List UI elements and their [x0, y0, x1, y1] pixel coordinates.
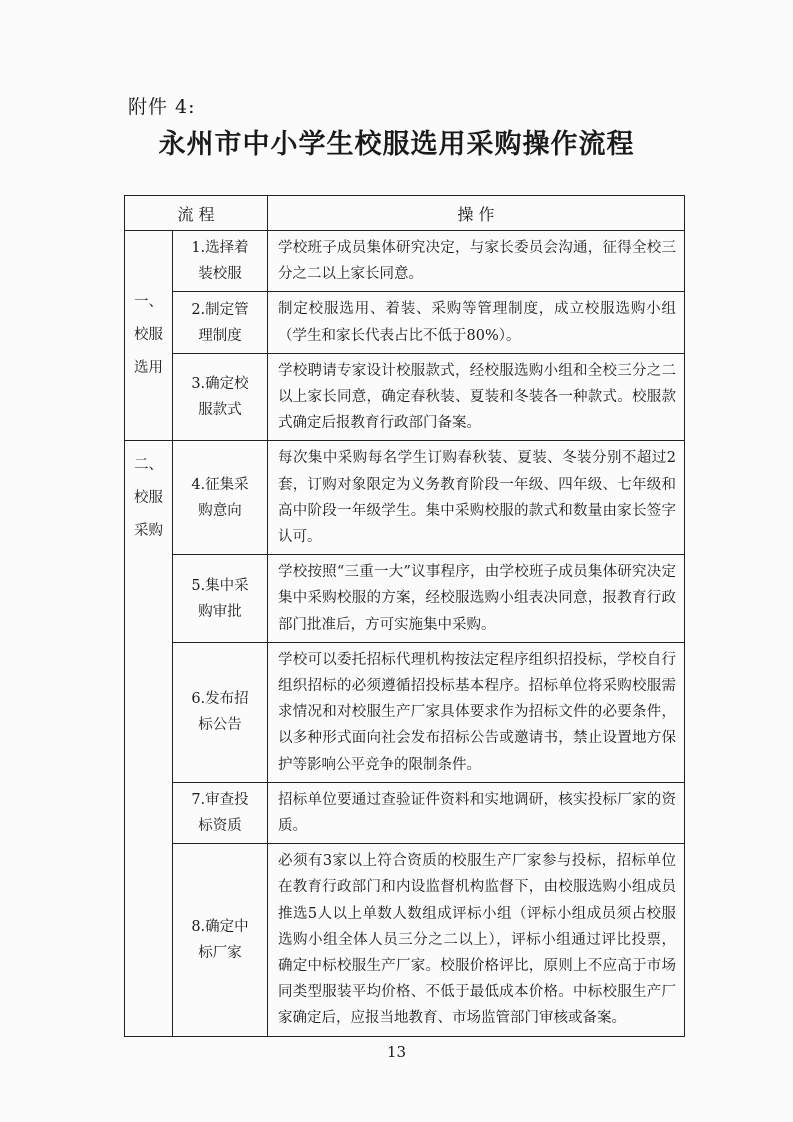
step-label: 6.发布招 标公告 — [173, 642, 268, 782]
step-operation: 每次集中采购每名学生订购春秋装、夏装、冬装分别不超过2套，订购对象限定为义务教育阶段一年级、四年级、七年级和高中阶段一年级学生。集中采购校服的款式和数量由家长签字认可。 — [268, 441, 685, 555]
section-label: 二、 校服 采购 — [125, 441, 173, 1036]
step-operation: 学校聘请专家设计校服款式，经校服选购小组和全校三分之二以上家长同意，确定春秋装、夏装和冬装各一种款式。校服款式确定后报教育行政部门备案。 — [268, 353, 685, 441]
step-label: 2.制定管 理制度 — [173, 292, 268, 353]
step-label: 4.征集采 购意向 — [173, 441, 268, 555]
step-operation: 招标单位要通过查验证件资料和实地调研，核实投标厂家的资质。 — [268, 782, 685, 843]
step-operation: 学校可以委托招标代理机构按法定程序组织招投标，学校自行组织招标的必须遵循招投标基本程序。招标单位将采购校服需求情况和对校服生产厂家具体要求作为招标文件的必要条件，以多种形式面向社会发布招标公告或邀请书，禁止设置地方保护等影响公平竞争的限制条件。 — [268, 642, 685, 782]
step-label: 5.集中采 购审批 — [173, 555, 268, 643]
process-table — [124, 195, 685, 1037]
table-row — [125, 353, 685, 441]
document-title: 永州市中小学生校服选用采购操作流程 — [158, 129, 635, 160]
section-label: 一、 校服 选用 — [125, 231, 173, 441]
table-row — [125, 441, 685, 555]
step-label: 8.确定中 标厂家 — [173, 844, 268, 1036]
header-process: 流 程 — [125, 196, 268, 231]
step-operation: 必须有3家以上符合资质的校服生产厂家参与投标，招标单位在教育行政部门和内设监督机构监督下，由校服选购小组成员推选5人以上单数人数组成评标小组（评标小组成员须占校服选购小组全体人员三分之二以上），评标小组通过评比投票，确定中标校服生产厂家。校服价格评比，原则上不应高于市场同类型服装平均价格、不低于最低成本价格。中标校服生产厂家确定后，应报当地教育、市场监管部门审核或备案。 — [268, 844, 685, 1036]
table-row — [125, 782, 685, 843]
table-row — [125, 844, 685, 1036]
step-label: 7.审查投 标资质 — [173, 782, 268, 843]
step-operation: 学校按照“三重一大”议事程序，由学校班子成员集体研究决定集中采购校服的方案，经校服选购小组表决同意，报教育行政部门批准后，方可实施集中采购。 — [268, 555, 685, 643]
table-row — [125, 555, 685, 643]
header-operation: 操 作 — [268, 196, 685, 231]
attachment-label: 附件 4: — [128, 96, 196, 118]
table-row — [125, 642, 685, 782]
step-operation: 学校班子成员集体研究决定，与家长委员会沟通，征得全校三分之二以上家长同意。 — [268, 231, 685, 292]
step-operation: 制定校服选用、着装、采购等管理制度，成立校服选购小组（学生和家长代表占比不低于80%）。 — [268, 292, 685, 353]
step-label: 3.确定校 服款式 — [173, 353, 268, 441]
table-row — [125, 231, 685, 292]
page-number: 13 — [386, 1043, 407, 1061]
step-label: 1.选择着 装校服 — [173, 231, 268, 292]
table-header-row — [125, 196, 685, 231]
table-row — [125, 292, 685, 353]
